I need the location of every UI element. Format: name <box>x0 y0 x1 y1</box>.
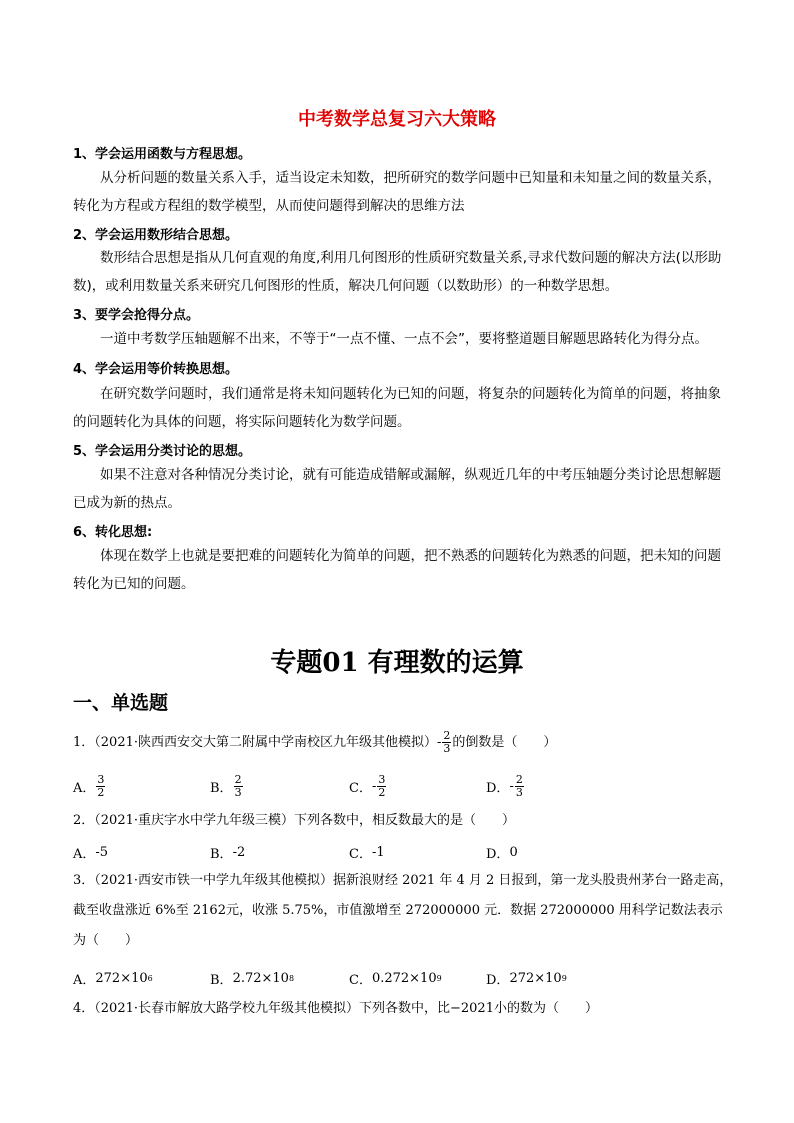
fraction-denominator: 2 <box>378 785 386 799</box>
question-3-options <box>73 964 673 992</box>
option-label: C． <box>349 780 372 796</box>
fraction-denominator: 2 <box>97 785 105 799</box>
option-fraction <box>377 774 386 799</box>
option-c[interactable] <box>349 838 385 866</box>
fraction-numerator: 3 <box>97 772 105 786</box>
option-d[interactable] <box>486 772 525 800</box>
strategy-1-heading: 1、学会运用函数与方程思想。 <box>73 147 252 162</box>
option-value: -1 <box>371 844 385 860</box>
strategy-1-text: 从分析问题的数量关系入手，适当设定未知数，把所研究的数学问题中已知量和未知量之间的数量关系，转化为方程或方程组的数学模型，从而使问题得到解决的思维方法 <box>73 170 721 214</box>
option-exponent: 6 <box>147 973 153 983</box>
option-fraction <box>96 774 105 799</box>
option-label: A． <box>73 972 96 988</box>
option-fraction <box>515 774 524 799</box>
question-1-options <box>73 772 673 800</box>
strategy-6-heading: 6、转化思想: <box>73 525 153 540</box>
fraction-numerator: 2 <box>443 729 451 742</box>
section-title: 一、单选题 <box>73 692 169 714</box>
question-1-prefix: 1．（2021·陕西西安交大第二附属中学南校区九年级其他模拟） <box>73 735 437 750</box>
strategy-5-text: 如果不注意对各种情况分类讨论，就有可能造成错解或漏解，纵观近几年的中考压轴题分类讨论思想解题已成为新的热点。 <box>73 467 721 511</box>
question-4-stem: 4．（2021·长春市解放大路学校九年级其他模拟）下列各数中，比−2021小的数为（ ） <box>73 1001 598 1016</box>
option-label: D． <box>486 972 510 988</box>
question-3-stem: 3．（2021·西安市铁一中学九年级其他模拟）据新浪财经 2021 年 4 月 2 日报到，第一龙头股贵州茅台一路走高，截至收盘涨近 6%至 2162元，收涨 5.75%，市值激增至 272000000 元．数据 272000000 用科学记数法表示为（ ） <box>73 873 733 948</box>
option-a[interactable] <box>73 772 106 800</box>
strategy-6-text: 体现在数学上也就是要把难的问题转化为简单的问题，把不熟悉的问题转化为熟悉的问题，把未知的问题转化为已知的问题。 <box>73 548 721 592</box>
strategy-2-heading: 2、学会运用数形结合思想。 <box>73 228 239 243</box>
fraction-numerator: 2 <box>515 772 523 786</box>
question-1-suffix: 的倒数是（ ） <box>452 735 557 750</box>
option-value: 0 <box>509 844 518 860</box>
option-label: D． <box>486 846 510 862</box>
strategy-5-heading: 5、学会运用分类讨论的思想。 <box>73 444 252 459</box>
option-exponent: 9 <box>561 973 567 983</box>
strategy-3-text: 一道中考数学压轴题解不出来，不等于“一点不懂、一点不会”，要将整道题目解题思路转化为得分点。 <box>100 331 708 347</box>
option-label: C． <box>349 972 372 988</box>
strategy-4-heading: 4、学会运用等价转换思想。 <box>73 362 239 377</box>
option-label: B． <box>210 780 233 796</box>
option-value: 272×10 <box>509 970 562 986</box>
question-2-stem: 2．（2021·重庆字水中学九年级三模）下列各数中，相反数最大的是（ ） <box>73 813 515 828</box>
option-value: 0.272×10 <box>371 970 437 986</box>
option-value: -2 <box>232 844 246 860</box>
option-label: C． <box>349 846 372 862</box>
option-b[interactable] <box>210 772 244 800</box>
topic-title: 专题01 有理数的运算 <box>270 648 524 678</box>
option-sign: - <box>371 778 377 794</box>
option-sign: - <box>509 778 514 794</box>
option-fraction <box>234 774 243 799</box>
option-b[interactable] <box>210 838 245 866</box>
option-value: 272×10 <box>95 970 148 986</box>
option-exponent: 9 <box>436 973 442 983</box>
option-label: B． <box>210 846 233 862</box>
fraction-denominator: 3 <box>443 742 451 755</box>
strategy-2-text: 数形结合思想是指从几何直观的角度,利用几何图形的性质研究数量关系,寻求代数问题的解决方法(以形助数)，或利用数量关系来研究几何图形的性质，解决几何问题（以数助形）的一种数学思想。 <box>73 250 722 294</box>
question-1-stem <box>73 730 733 755</box>
option-value: 2.72×10 <box>232 970 289 986</box>
fraction-numerator: 3 <box>378 772 386 786</box>
option-d[interactable] <box>486 838 518 866</box>
option-a[interactable] <box>73 964 153 992</box>
option-value: -5 <box>95 844 109 860</box>
question-2-options <box>73 838 673 866</box>
fraction-numerator: 2 <box>234 772 242 786</box>
fraction-denominator: 3 <box>234 785 242 799</box>
option-label: A． <box>73 780 96 796</box>
strategy-4-text: 在研究数学问题时，我们通常是将未知问题转化为已知的问题，将复杂的问题转化为简单的问题，将抽象的问题转化为具体的问题，将实际问题转化为数学问题。 <box>73 386 721 430</box>
question-1-sign: - <box>437 735 442 750</box>
question-1-fraction <box>442 730 451 755</box>
option-c[interactable] <box>349 964 442 992</box>
option-label: A． <box>73 846 96 862</box>
option-label: B． <box>210 972 233 988</box>
strategy-3-heading: 3、要学会抢得分点。 <box>73 308 200 323</box>
option-exponent: 8 <box>288 973 295 983</box>
option-a[interactable] <box>73 838 108 866</box>
doc-title: 中考数学总复习六大策略 <box>298 109 496 130</box>
option-d[interactable] <box>486 964 567 992</box>
option-c[interactable] <box>349 772 387 800</box>
option-label: D． <box>486 780 510 796</box>
option-b[interactable] <box>210 964 294 992</box>
fraction-denominator: 3 <box>515 785 523 799</box>
